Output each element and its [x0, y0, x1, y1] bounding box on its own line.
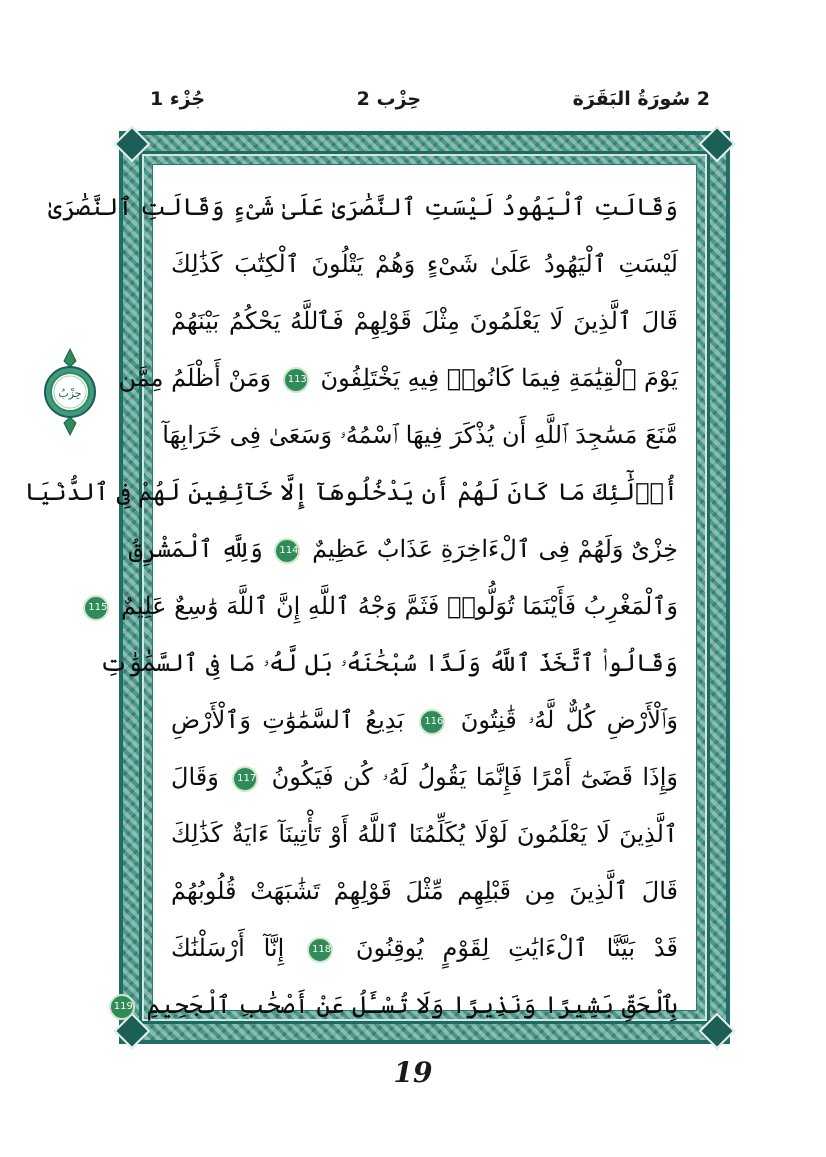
- surah-name: 2 سُورَةُ البَقَرَة: [572, 88, 710, 110]
- verse-text: لَيْسَتِ ٱلْيَهُودُ عَلَىٰ شَىْءٍ وَهُمْ يَتْلُونَ ٱلْكِتَٰبَ كَذَٰلِكَ: [171, 250, 678, 278]
- page-number: 19: [393, 1056, 433, 1089]
- verse-text: وَٱلْأَرْضِ كُلٌّ لَّهُۥ قَٰنِتُونَ: [460, 706, 678, 734]
- verse-line: [118, 350, 678, 407]
- hizb-number: حِزْب 2: [356, 88, 422, 110]
- verse-text: ٱلَّذِينَ لَا يَعْلَمُونَ لَوْلَا يُكَلِّمُنَا ٱللَّهُ أَوْ تَأْتِينَآ ءَايَةٌ كَذَٰلِكَ: [171, 820, 678, 848]
- ayah-end-icon: 115: [83, 595, 109, 621]
- verse-line: [113, 977, 678, 1034]
- verse-text: قَالَ ٱلَّذِينَ لَا يَعْلَمُونَ مِثْلَ قَوْلِهِمْ فَٱللَّهُ يَحْكُمُ بَيْنَهُمْ: [171, 307, 678, 335]
- verse-line: [48, 179, 678, 236]
- verse-line: [171, 806, 678, 863]
- verse-line: [171, 920, 678, 977]
- verse-text: وَٱلْمَغْرِبُ فَأَيْنَمَا تُوَلُّوا۟ فَثَمَّ وَجْهُ ٱللَّهِ إِنَّ ٱللَّهَ وَٰسِعٌ عَلِيمٌ: [120, 592, 678, 620]
- verse-text: وَقَالَتِ ٱلْيَهُودُ لَيْسَتِ ٱلنَّصَٰرَىٰ عَلَىٰ شَىْءٍ وَقَالَتِ ٱلنَّصَٰرَىٰ: [48, 193, 678, 221]
- hizb-rosette-icon: [43, 347, 97, 437]
- verse-line: [171, 749, 678, 806]
- verse-text: بِٱلْحَقِّ بَشِيرًا وَنَذِيرًا وَلَا تُسْـَٔلُ عَنْ أَصْحَٰبِ ٱلْجَحِيمِ: [146, 991, 678, 1019]
- ayah-end-icon: 118: [307, 937, 333, 963]
- hizb-marker-label: حِزْبُ: [58, 387, 82, 400]
- verse-line: [88, 578, 678, 635]
- verse-text: بَدِيعُ ٱلسَّمَٰوَٰتِ وَٱلْأَرْضِ: [171, 706, 405, 734]
- ayah-end-icon: 113: [283, 367, 309, 393]
- verse-text: إِنَّآ أَرْسَلْنَٰكَ: [171, 934, 285, 962]
- verse-line: [171, 236, 678, 293]
- juz-number: جُزْء 1: [150, 88, 206, 110]
- ayah-end-icon: 119: [109, 994, 135, 1020]
- ayah-end-icon: 116: [419, 709, 445, 735]
- verse-line: [24, 464, 678, 521]
- verse-text: وَقَالُوا۟ ٱتَّخَذَ ٱللَّهُ وَلَدًا سُبْحَٰنَهُۥ بَل لَّهُۥ مَا فِى ٱلسَّمَٰوَٰتِ: [99, 649, 678, 677]
- verse-text: أُو۟لَٰٓئِكَ مَا كَانَ لَهُمْ أَن يَدْخُلُوهَآ إِلَّا خَآئِفِينَ لَهُمْ فِى ٱلدُّنْيَا: [24, 478, 678, 506]
- verse-text: قَدْ بَيَّنَّا ٱلْءَايَٰتِ لِقَوْمٍ يُوقِنُونَ: [355, 934, 678, 962]
- page-header: [150, 82, 710, 116]
- verse-line: [171, 863, 678, 920]
- verse-line: [162, 407, 678, 464]
- ayah-end-icon: 117: [232, 766, 258, 792]
- verse-line: [171, 293, 678, 350]
- verse-text: يَوْمَ ٱلْقِيَٰمَةِ فِيمَا كَانُوا۟ فِيهِ يَخْتَلِفُونَ: [320, 364, 678, 392]
- verse-text: خِزْىٌ وَلَهُمْ فِى ٱلْءَاخِرَةِ عَذَابٌ عَظِيمٌ: [312, 535, 678, 563]
- verse-text: وَمَنْ أَظْلَمُ مِمَّن: [118, 364, 272, 392]
- verse-text: وَلِلَّهِ ٱلْمَشْرِقُ: [128, 535, 263, 563]
- hizb-rosette-graphic: [43, 347, 97, 437]
- verse-text: وَإِذَا قَضَىٰٓ أَمْرًا فَإِنَّمَا يَقُولُ لَهُۥ كُن فَيَكُونُ: [271, 763, 678, 791]
- verse-text: مَّنَعَ مَسَٰجِدَ ٱللَّهِ أَن يُذْكَرَ فِيهَا ٱسْمُهُۥ وَسَعَىٰ فِى خَرَابِهَآ: [162, 421, 678, 449]
- verse-text: قَالَ ٱلَّذِينَ مِن قَبْلِهِم مِّثْلَ قَوْلِهِمْ تَشَٰبَهَتْ قُلُوبُهُمْ: [171, 877, 678, 905]
- verse-text: وَقَالَ: [171, 763, 219, 791]
- verse-line: [171, 692, 678, 749]
- verse-line: [99, 635, 678, 692]
- verse-line: [128, 521, 678, 578]
- ayah-end-icon: 114: [274, 538, 300, 564]
